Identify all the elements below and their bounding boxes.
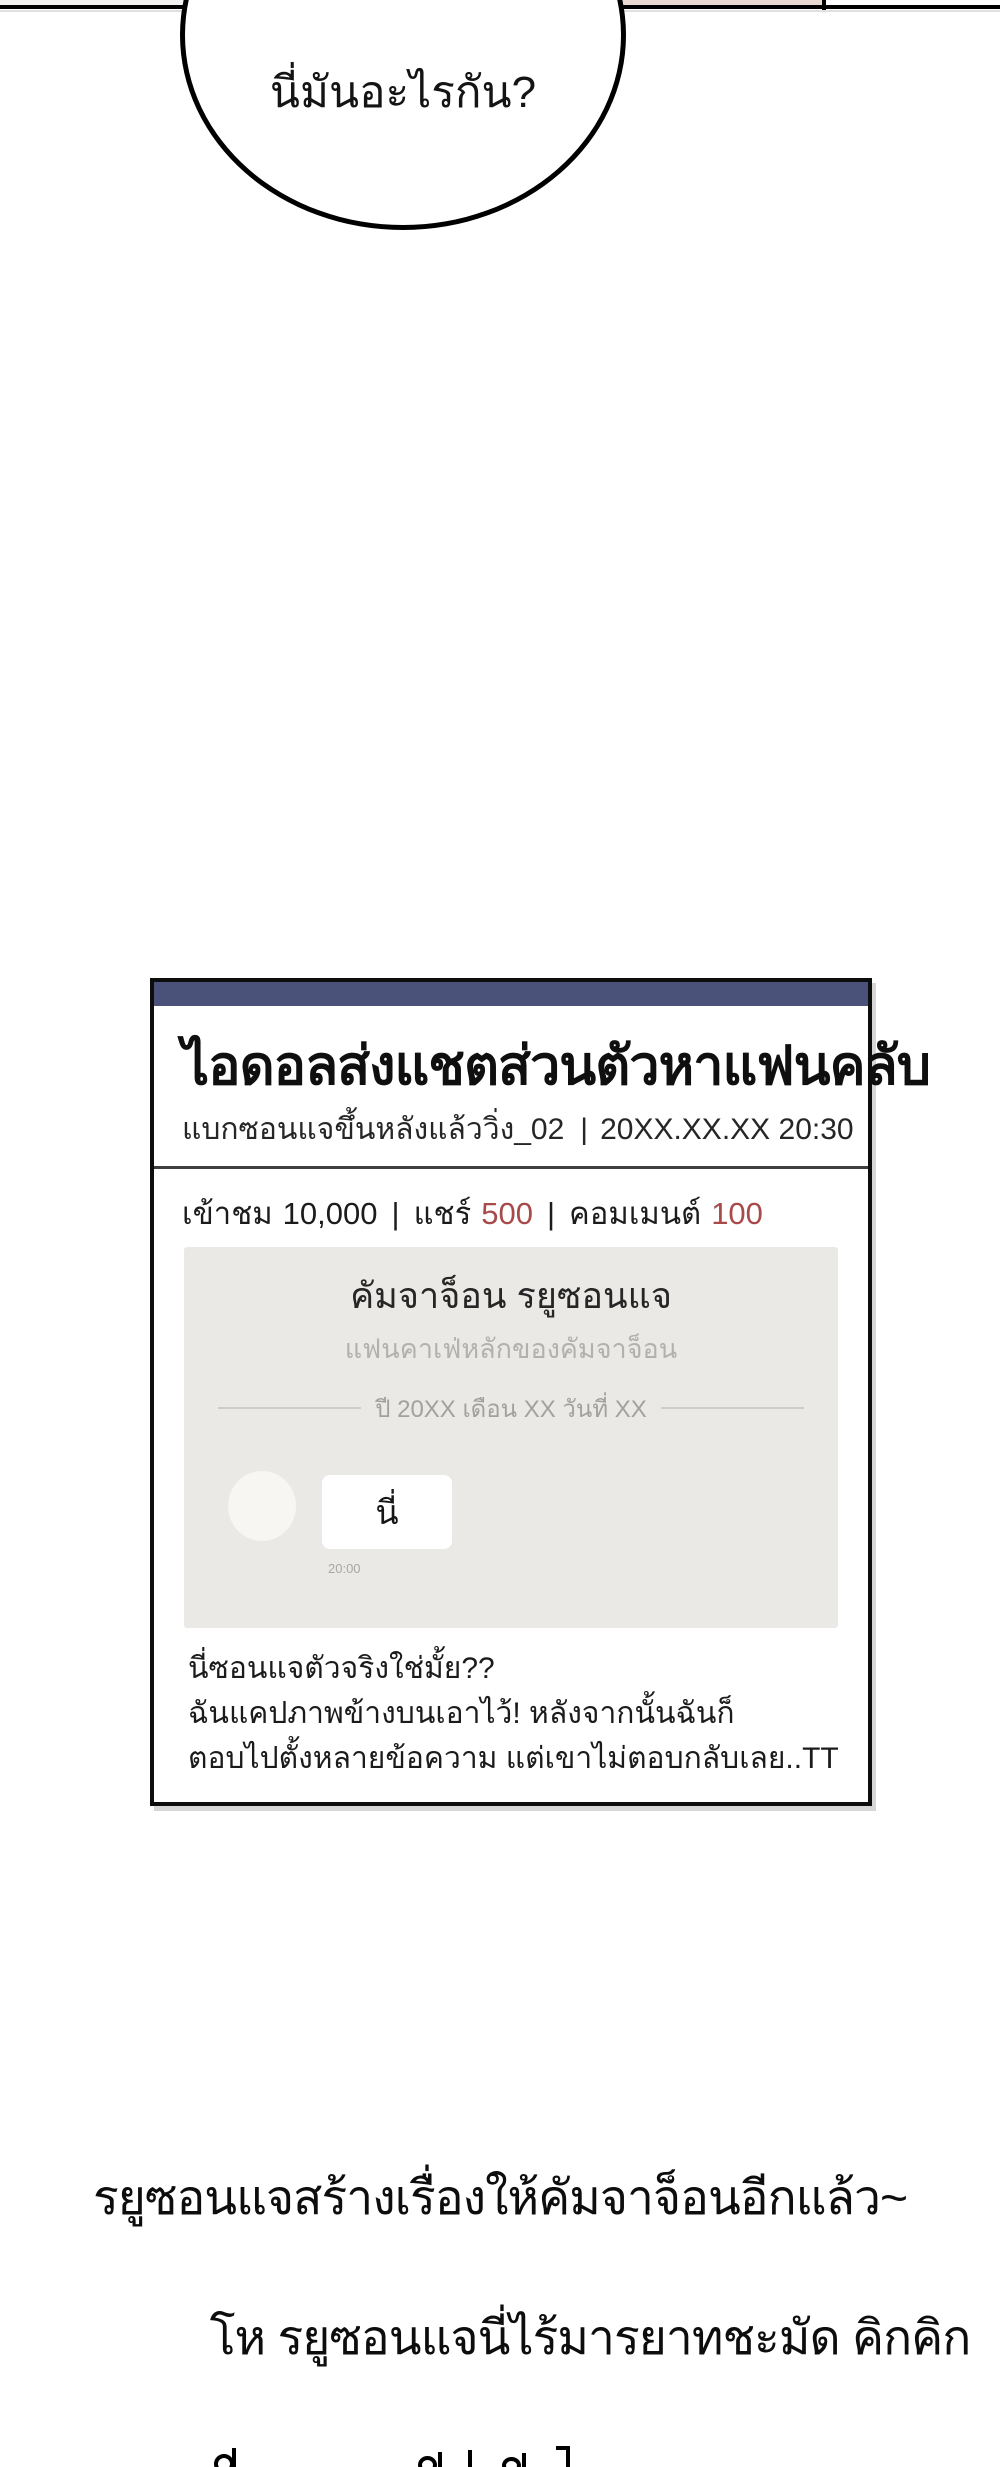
shares-label: แชร์: [413, 1196, 472, 1231]
glyph-fragment: [502, 2457, 521, 2467]
comments-label: คอมเมนต์: [569, 1196, 702, 1231]
date-divider-line: [218, 1407, 361, 1409]
chat-contact-name: คัมจาจ็อน รยูซอนแจ: [350, 1275, 672, 1316]
chat-date-label: ปี 20XX เดือน XX วันที่ XX: [375, 1395, 647, 1423]
shares-value: 500: [481, 1196, 533, 1231]
chat-message-bubble: [322, 1475, 452, 1549]
glyph-fragment: [438, 2452, 442, 2467]
views-value: 10,000: [282, 1196, 378, 1231]
cutoff-dialogue-fragments: [0, 2446, 1000, 2467]
post-meta-separator: |: [580, 1113, 589, 1146]
post-author: แบกซอนแจขึ้นหลังแล้ววิ่ง_02: [182, 1113, 565, 1146]
post-body-line: ฉันแคปภาพข้างบนเอาไว้! หลังจากนั้นฉันก็: [188, 1697, 735, 1730]
post-title: ไอดอลส่งแชตส่วนตัวหาแฟนคลับ: [182, 1036, 930, 1096]
chat-contact-description: แฟนคาเฟ่หลักของคัมจาจ็อน: [344, 1334, 678, 1364]
views-label: เข้าชม: [182, 1196, 273, 1231]
stat-separator: |: [546, 1196, 556, 1231]
comments-value: 100: [711, 1196, 763, 1231]
narration-line-1: รยูซอนแจสร้างเรื่องให้คัมจาจ็อนอีกแล้ว~: [92, 2172, 907, 2225]
post-meta: [182, 1106, 854, 1153]
post-header-divider: [154, 1166, 868, 1169]
post-body-line: นี่ซอนแจตัวจริงใช่มั้ย??: [188, 1652, 495, 1685]
narration-line-2: โห รยูซอนแจนี่ไร้มารยาทชะมัด คิกคิก: [209, 2312, 971, 2365]
glyph-fragment: [418, 2456, 437, 2467]
glyph-fragment: [522, 2453, 526, 2467]
chat-message-time: 20:00: [328, 1561, 361, 1576]
chat-screenshot: [184, 1247, 838, 1628]
post-timestamp: 20XX.XX.XX 20:30: [600, 1113, 854, 1146]
chat-date-row: [218, 1395, 804, 1421]
glyph-fragment: [566, 2449, 570, 2467]
post-card-topbar: [154, 982, 868, 1006]
stat-separator: |: [391, 1196, 400, 1231]
chat-message-text: นี่: [375, 1494, 399, 1532]
speech-bubble: [180, 0, 626, 230]
forum-post-card: [150, 978, 930, 1806]
post-body-line: ตอบไปตั้งหลายข้อความ แต่เขาไม่ตอบกลับเลย..TT: [188, 1742, 839, 1775]
glyph-fragment: [468, 2450, 472, 2467]
glyph-fragment: [232, 2448, 236, 2467]
post-body: [188, 1646, 848, 1781]
glyph-fragment: [214, 2454, 234, 2467]
date-divider-line: [661, 1407, 804, 1409]
speech-bubble-text: นี่มันอะไรกัน?: [269, 68, 537, 117]
post-stats: [182, 1188, 842, 1238]
avatar: [228, 1471, 296, 1541]
